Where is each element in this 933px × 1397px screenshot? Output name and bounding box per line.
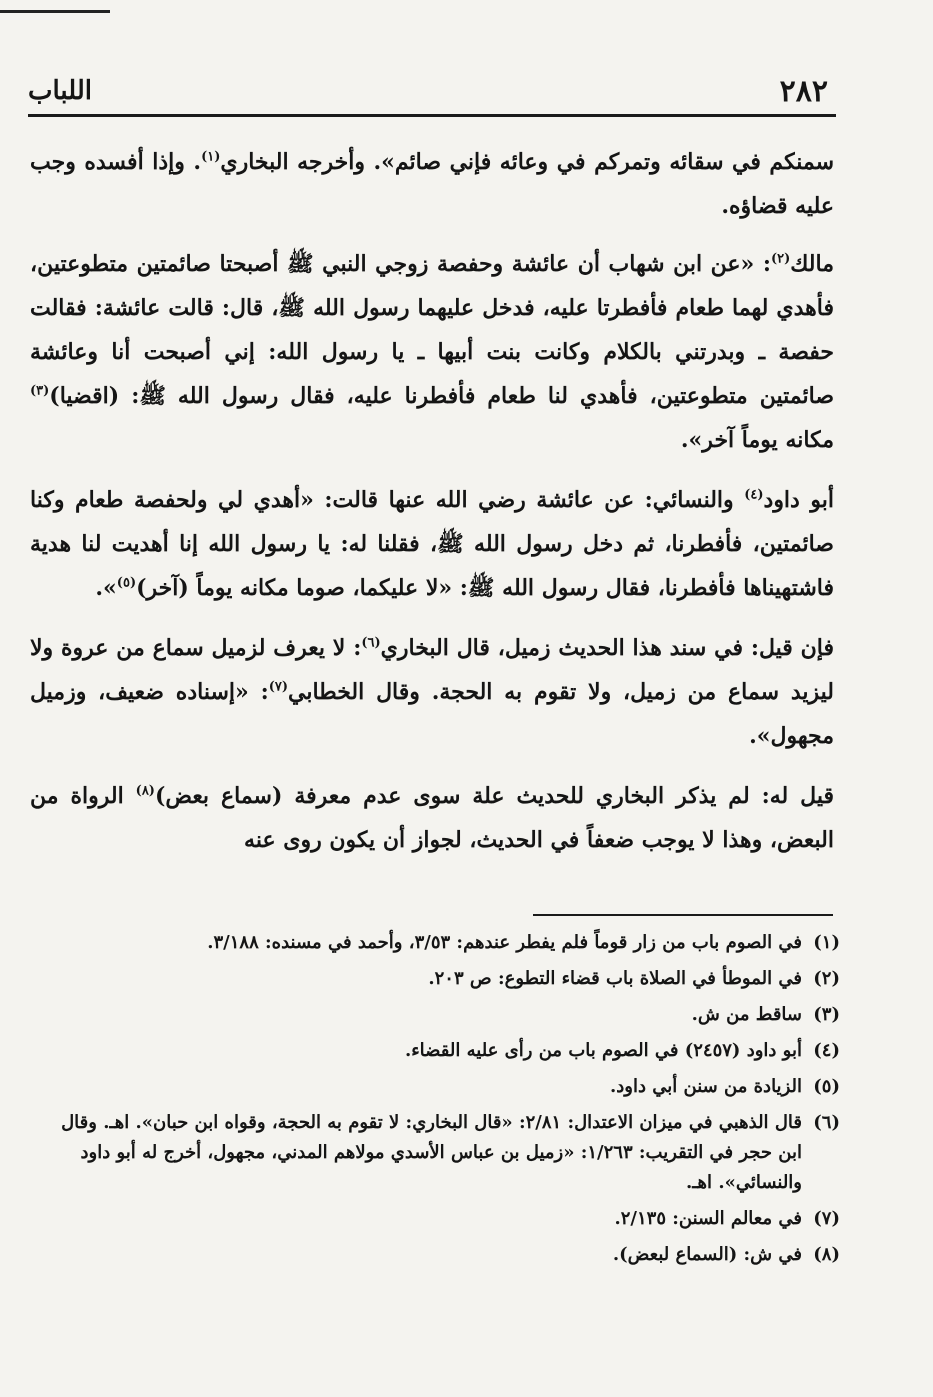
book-title: اللباب [28,76,92,106]
paragraph-text: والنسائي: عن عائشة رضي الله عنها قالت: «أهدي لي ولحفصة طعام وكنا صائمتين، فأفطرنا، ثم دخل رسول الله ﷺ، فقلنا له: يا رسول الله إنا أهديت لنا هدية فاشتهيناها فأفطرنا، فقال رسول الله ﷺ: «لا عليكما، صوما مكانه يوماً (آخر) [30,487,834,601]
footnote-1 [60,928,840,958]
top-rule [0,10,110,13]
footnote-ref-1: (١) [201,149,221,165]
footnote-ref-3: (٣) [30,383,50,399]
footnote-text: الزيادة من سنن أبي داود. [610,1076,802,1097]
footnote-7 [60,1204,840,1234]
footnote-text: في معالم السنن: ٢/١٣٥. [614,1208,802,1229]
footnote-6 [60,1108,840,1198]
footnote-ref-8: (٨) [135,783,155,799]
footnotes [60,928,840,1276]
footnote-2 [60,964,840,994]
paragraph-text: : لا يعرف لزميل سماع من عروة ولا ليزيد سماع من زميل، ولا تقوم به الحجة. وقال الخطابي [30,635,834,705]
footnote-number: (٧) [813,1208,840,1229]
footnote-text: قال الذهبي في ميزان الاعتدال: ٢/٨١: «قال البخاري: لا تقوم به الحجة، وقواه ابن حبان». اهـ. وقال ابن حجر في التقريب: ١/٢٦٣: «زميل بن عباس الأسدي مولاهم المدني، مجهول، أخرج له أبو داود والنسائي». اهـ. [61,1112,802,1193]
footnote-number: (١) [813,932,840,953]
footnote-number: (٦) [813,1112,840,1133]
footnote-text: ساقط من ش. [691,1004,802,1025]
footnote-4 [60,1036,840,1066]
page-number: ٢٨٢ [779,74,828,109]
footnote-text: في الموطأ في الصلاة باب قضاء التطوع: ص ٢٠٣. [428,968,802,989]
footnote-5 [60,1072,840,1102]
paragraph-4 [30,626,834,758]
paragraph-text: : «إسناده ضعيف، وزميل مجهول». [30,679,834,749]
footnote-ref-5: (٥) [116,575,137,591]
paragraph-text: أبو داود [763,487,834,513]
footnote-number: (٣) [813,1004,840,1025]
paragraph-3 [30,478,834,610]
paragraph-2 [30,242,834,462]
paragraph-text: مالك [790,251,834,277]
paragraph-text: قيل له: لم يذكر البخاري للحديث علة سوى عدم معرفة (سماع بعض) [154,783,834,809]
footnote-number: (٤) [813,1040,840,1061]
main-text [30,140,834,878]
footnote-ref-6: (٦) [361,635,381,651]
paragraph-5 [30,774,834,862]
footnote-ref-2: (٢) [770,251,791,267]
footnote-ref-7: (٧) [268,679,289,695]
paragraph-text: الرواة من البعض، وهذا لا يوجب ضعفاً في الحديث، لجواز أن يكون روى عنه [30,783,834,853]
page-header [28,74,836,117]
paragraph-text: فإن قيل: في سند هذا الحديث زميل، قال البخاري [380,635,835,661]
footnote-number: (٨) [813,1244,840,1265]
paragraph-1 [30,140,834,228]
paragraph-text: سمنكم في سقائه وتمركم في وعائه فإني صائم». وأخرجه البخاري [220,149,835,175]
footnote-text: في الصوم باب من زار قوماً فلم يفطر عندهم: ٣/٥٣، وأحمد في مسنده: ٣/١٨٨. [207,932,802,953]
paragraph-text: مكانه يوماً آخر». [680,427,834,453]
footnote-text: أبو داود (٢٤٥٧) في الصوم باب من رأى عليه القضاء. [404,1040,802,1061]
footnote-3 [60,1000,840,1030]
footnote-number: (٥) [813,1076,840,1097]
paragraph-text: : «عن ابن شهاب أن عائشة وحفصة زوجي النبي ﷺ أصبحتا صائمتين متطوعتين، فأهدي لهما طعام فأفطرتا عليه، فدخل عليهما رسول الله ﷺ، قال: قالت عائشة: فقالت حفصة ـ وبدرتني بالكلام وكانت بنت أبيها ـ يا رسول الله: إني أصبحت أنا وعائشة صائمتين متطوعتين، فأهدي لنا طعام فأفطرنا عليه، فقال رسول الله ﷺ: (اقضيا) [30,251,834,409]
paragraph-text: . وإذا أفسده وجب عليه قضاؤه. [30,149,834,219]
paragraph-text: ». [95,575,117,601]
footnote-8 [60,1240,840,1270]
footnote-separator [533,914,833,916]
footnote-text: في ش: (السماع لبعض). [612,1244,802,1265]
footnote-number: (٢) [813,968,840,989]
footnote-ref-4: (٤) [744,487,764,503]
